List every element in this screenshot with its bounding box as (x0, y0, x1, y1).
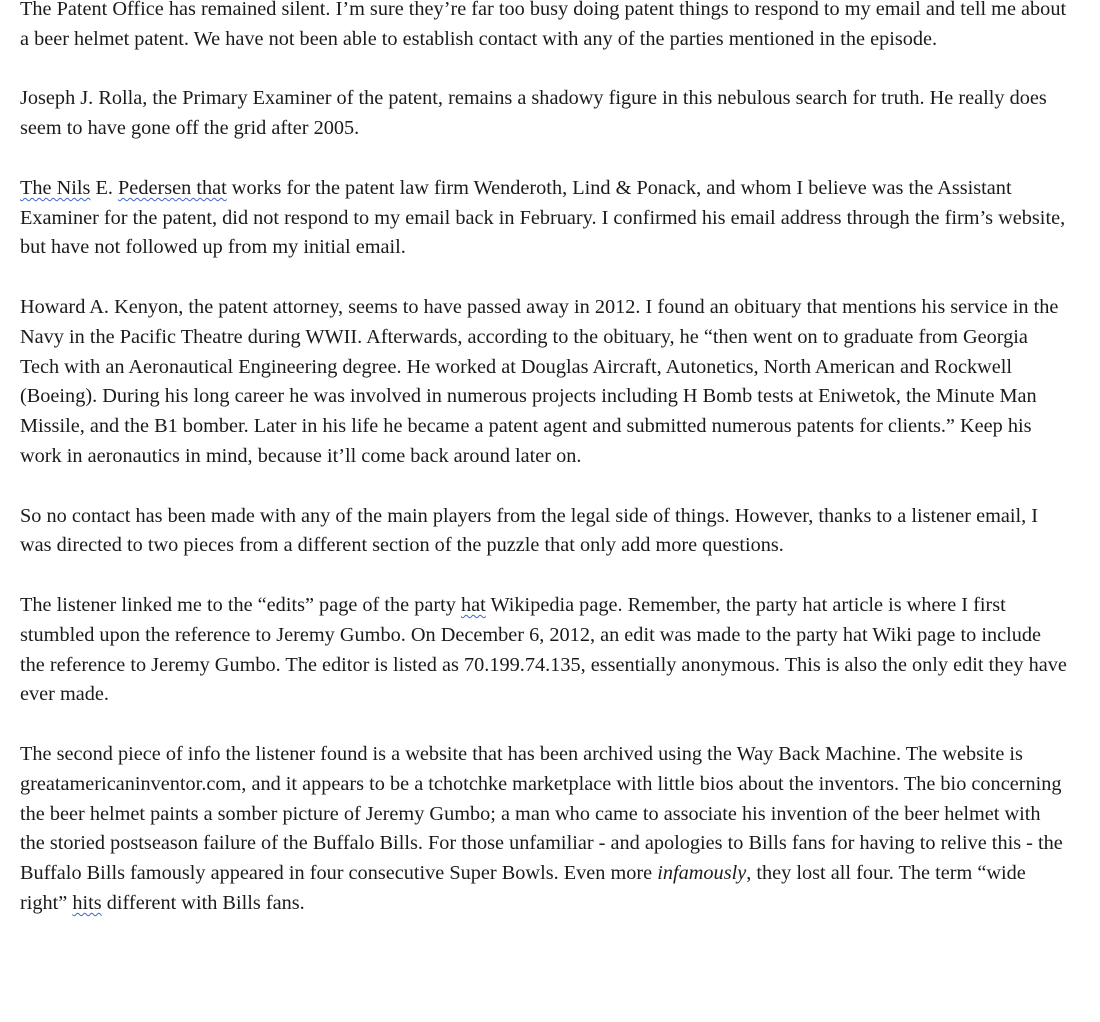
text-run: Wikipedia page. Remember, the party hat article is where I first stumbled upon the reference to Jeremy Gumbo. On December 6, 2012, an edit was made to the party hat Wiki page to include the reference to Jeremy Gumbo. The editor is listed as 70.199.74.135, essentially anonymous. This is also the only edit they have ever made. (20, 593, 1067, 706)
paragraph-patent-office: The Patent Office has remained silent. I’m sure they’re far too busy doing patent things to respond to my email and tell me about a beer helmet patent. We have not been able to establish contact with any of the parties mentioned in the episode. (20, 0, 1067, 50)
paragraph-way-back-machine (20, 740, 1070, 919)
paragraph-wikipedia-edits (20, 591, 1070, 710)
paragraph-no-contact: So no contact has been made with any of the main players from the legal side of things. However, thanks to a listener email, I was directed to two pieces from a different section of the puzzle that only add more questions. (20, 504, 1039, 557)
spellcheck-flagged-word[interactable]: hat (460, 593, 486, 616)
text-run: E. (90, 176, 119, 199)
spellcheck-flagged-word[interactable]: Pedersen that (118, 176, 227, 199)
spellcheck-flagged-word[interactable]: The Nils (20, 176, 91, 199)
text-run: works for the patent law firm Wenderoth, Lind & Ponack, and whom I believe was the Assistant Examiner for the patent, did not respond to my email back in February. I confirmed his email address through the firm’s website, but have not followed up from my initial email. (20, 176, 1066, 259)
spellcheck-flagged-word[interactable]: hits (72, 891, 102, 914)
paragraph-primary-examiner: Joseph J. Rolla, the Primary Examiner of the patent, remains a shadowy figure in this nebulous search for truth. He really does seem to have gone off the grid after 2005. (20, 87, 1047, 140)
document-body (20, 0, 1070, 949)
text-run: , they lost all four. The term “wide right” (20, 862, 1026, 914)
text-run: The listener linked me to the “edits” page of the party (20, 593, 461, 616)
text-run: The second piece of info the listener found is a website that has been archived using the Way Back Machine. The website is greatamericaninventor.com, and it appears to be a tchotchke marketplace with little bios about the inventors. The bio concerning the beer helmet paints a somber picture of Jeremy Gumbo; a man who came to associate his invention of the beer helmet with the storied postseason failure of the Buffalo Bills. For those unfamiliar - and apologies to Bills fans for having to relive this - the Buffalo Bills famously appeared in four consecutive Super Bowls. Even more (20, 742, 1063, 885)
paragraph-patent-attorney: Howard A. Kenyon, the patent attorney, seems to have passed away in 2012. I found an obituary that mentions his service in the Navy in the Pacific Theatre during WWII. Afterwards, according to the obituary, he “then went on to graduate from Georgia Tech with an Aeronautical Engineering degree. He worked at Douglas Aircraft, Autonetics, North American and Rockwell (Boeing). During his long career he was involved in numerous projects including H Bomb tests at Eniwetok, the Minute Man Missile, and the B1 bomber. Later in his life he became a patent agent and submitted numerous patents for clients.” Keep his work in aeronautics in mind, because it’ll come back around later on. (20, 295, 1059, 467)
emphasized-text: infamously (657, 862, 747, 885)
paragraph-assistant-examiner (20, 174, 1070, 263)
text-run: different with Bills fans. (101, 891, 305, 914)
